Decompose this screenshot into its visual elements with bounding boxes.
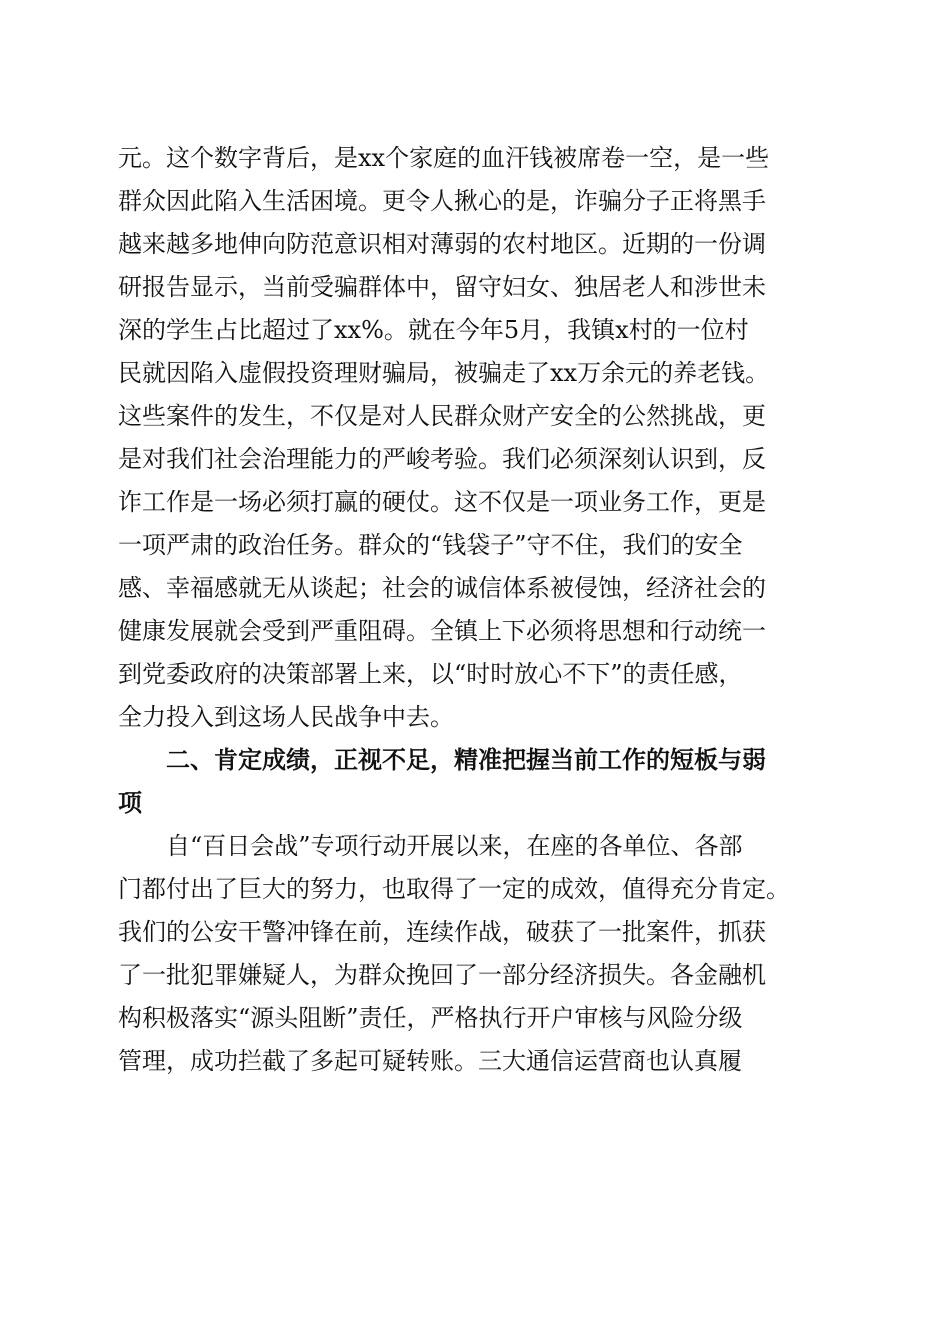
heading-line: 二、肯定成绩，正视不足，精准把握当前工作的短板与弱 [166,746,766,774]
text-line: 我们的公安干警冲锋在前，连续作战，破获了一批案件，抓获 [118,918,766,946]
text-line: 健康发展就会受到严重阻碍。全镇上下必须将思想和行动统一 [118,617,766,645]
text-line: 研报告显示，当前受骗群体中，留守妇女、独居老人和涉世未 [118,273,766,301]
heading-line: 项 [118,789,142,817]
text-line: 自“百日会战”专项行动开展以来，在座的各单位、各部 [166,832,743,860]
text-line: 诈工作是一场必须打赢的硬仗。这不仅是一项业务工作，更是 [118,488,766,516]
text-line: 民就因陷入虚假投资理财骗局，被骗走了xx万余元的养老钱。 [118,359,770,387]
text-line: 这些案件的发生，不仅是对人民群众财产安全的公然挑战，更 [118,402,766,430]
text-line: 管理，成功拦截了多起可疑转账。三大通信运营商也认真履 [118,1047,742,1075]
text-line: 门都付出了巨大的努力，也取得了一定的成效，值得充分肯定。 [118,875,790,903]
text-line: 群众因此陷入生活困境。更令人揪心的是，诈骗分子正将黑手 [118,187,766,215]
text-line: 一项严肃的政治任务。群众的“钱袋子”守不住，我们的安全 [118,531,743,559]
text-line: 全力投入到这场人民战争中去。 [118,703,454,731]
text-line: 元。这个数字背后，是xx个家庭的血汗钱被席卷一空，是一些 [118,144,770,172]
text-line: 了一批犯罪嫌疑人，为群众挽回了一部分经济损失。各金融机 [118,961,766,989]
text-line: 到党委政府的决策部署上来，以“时时放心不下”的责任感， [118,660,743,688]
text-line: 感、幸福感就无从谈起；社会的诚信体系被侵蚀，经济社会的 [118,574,766,602]
text-line: 深的学生占比超过了xx%。就在今年5月，我镇x村的一位村 [118,316,749,344]
text-line: 构积极落实“源头阻断”责任，严格执行开户审核与风险分级 [118,1004,743,1032]
text-line: 越来越多地伸向防范意识相对薄弱的农村地区。近期的一份调 [118,230,766,258]
text-line: 是对我们社会治理能力的严峻考验。我们必须深刻认识到，反 [118,445,766,473]
